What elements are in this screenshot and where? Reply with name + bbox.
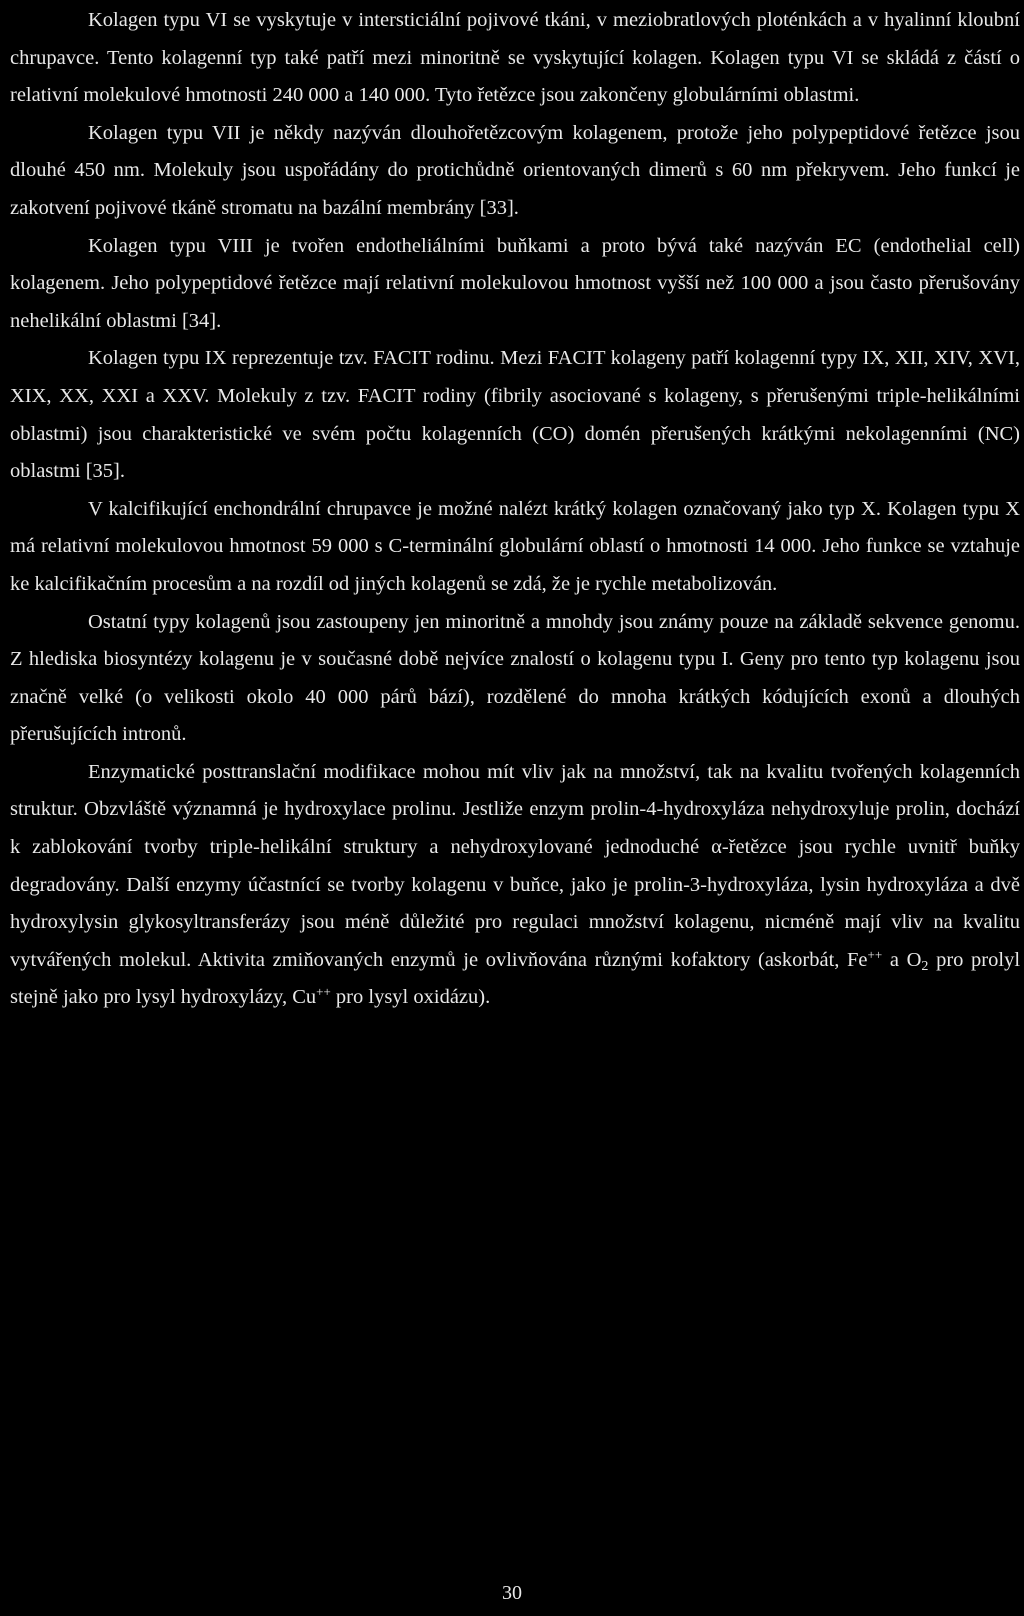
o2-subscript: 2 [921, 958, 929, 974]
paragraph-enzymatic-modifications [10, 754, 1020, 1017]
enzymatic-text: Enzymatické posttranslační modifikace mohou mít vliv jak na množství, tak na kvalitu tvořených kolagenních struktur. Obzvláště významná je hydroxylace prolinu. Jestliže enzym prolin-4-hydroxyláza nehydroxyluje prolin, dochází k zablokování tvorby triple-helikální struktury a nehydroxylované jednoduché α-řetězce jsou rychle uvnitř buňky degradovány. Další enzymy účastnící se tvorby kolagenu v buňce, jako je prolin-3-hydroxyláza, lysin hydroxyláza a dvě hydroxylysin glykosyltransferázy jsou méně důležité pro regulaci množství kolagenu, nicméně mají vliv na kvalitu vytvářených molekul. Aktivita zmiňovaných enzymů je ovlivňována různými kofaktory (askorbát, Fe [10, 760, 1020, 971]
paragraph-collagen-x: V kalcifikující enchondrální chrupavce je možné nalézt krátký kolagen označovaný jako typ X. Kolagen typu X má relativní molekulovou hmotnost 59 000 s C-terminální globulární oblastí o hmotnosti 14 000. Jeho funkce se vztahuje ke kalcifikačním procesům a na rozdíl od jiných kolagenů se zdá, že je rychle metabolizován. [10, 497, 1020, 595]
paragraph-collagen-vii: Kolagen typu VII je někdy nazýván dlouhořetězcovým kolagenem, protože jeho polypeptidové řetězce jsou dlouhé 450 nm. Molekuly jsou uspořádány do protichůdně orientovaných dimerů s 60 nm překryvem. Jeho funkcí je zakotvení pojivové tkáně stromatu na bazální membrány [33]. [10, 121, 1020, 219]
paragraph-collagen-viii: Kolagen typu VIII je tvořen endotheliálními buňkami a proto bývá také nazýván EC (endothelial cell) kolagenem. Jeho polypeptidové řetězce mají relativní molekulovou hmotnost vyšší než 100 000 a jsou často přerušovány nehelikální oblastmi [34]. [10, 234, 1020, 332]
fe-superscript: ++ [867, 946, 883, 962]
cu-superscript: ++ [316, 984, 331, 1000]
enzymatic-text-close: pro lysyl oxidázu). [330, 986, 491, 1009]
enzymatic-text-mid: a O [882, 948, 922, 971]
text-body [10, 0, 1020, 1017]
page-number: 30 [502, 1582, 522, 1604]
enzymatic-text-end: pro prolyl stejně jako pro lysyl hydroxylázy, Cu [10, 948, 1021, 1009]
document-page [10, 0, 1020, 1616]
paragraph-collagen-vi: Kolagen typu VI se vyskytuje v intersticiální pojivové tkáni, v meziobratlových ploténkách a v hyalinní kloubní chrupavce. Tento kolagenní typ také patří mezi minoritně se vyskytující kolagen. Kolagen typu VI se skládá z částí o relativní molekulové hmotnosti 240 000 a 140 000. Tyto řetězce jsou zakončeny globulárními oblastmi. [10, 9, 1020, 107]
paragraph-other-types: Ostatní typy kolagenů jsou zastoupeny jen minoritně a mnohdy jsou známy pouze na základě sekvence genomu. Z hlediska biosyntézy kolagenu je v současné době nejvíce znalostí o kolagenu typu I. Geny pro tento typ kolagenu jsou značně velké (o velikosti okolo 40 000 párů bází), rozdělené do mnoha krátkých kódujících exonů a dlouhých přerušujících intronů. [10, 610, 1020, 746]
paragraph-collagen-ix: Kolagen typu IX reprezentuje tzv. FACIT rodinu. Mezi FACIT kolageny patří kolagenní typy IX, XII, XIV, XVI, XIX, XX, XXI a XXV. Molekuly z tzv. FACIT rodiny (fibrily asociované s kolageny, s přerušenými triple-helikálními oblastmi) jsou charakteristické ve svém počtu kolagenních (CO) domén přerušených krátkými nekolagenními (NC) oblastmi [35]. [10, 347, 1020, 483]
